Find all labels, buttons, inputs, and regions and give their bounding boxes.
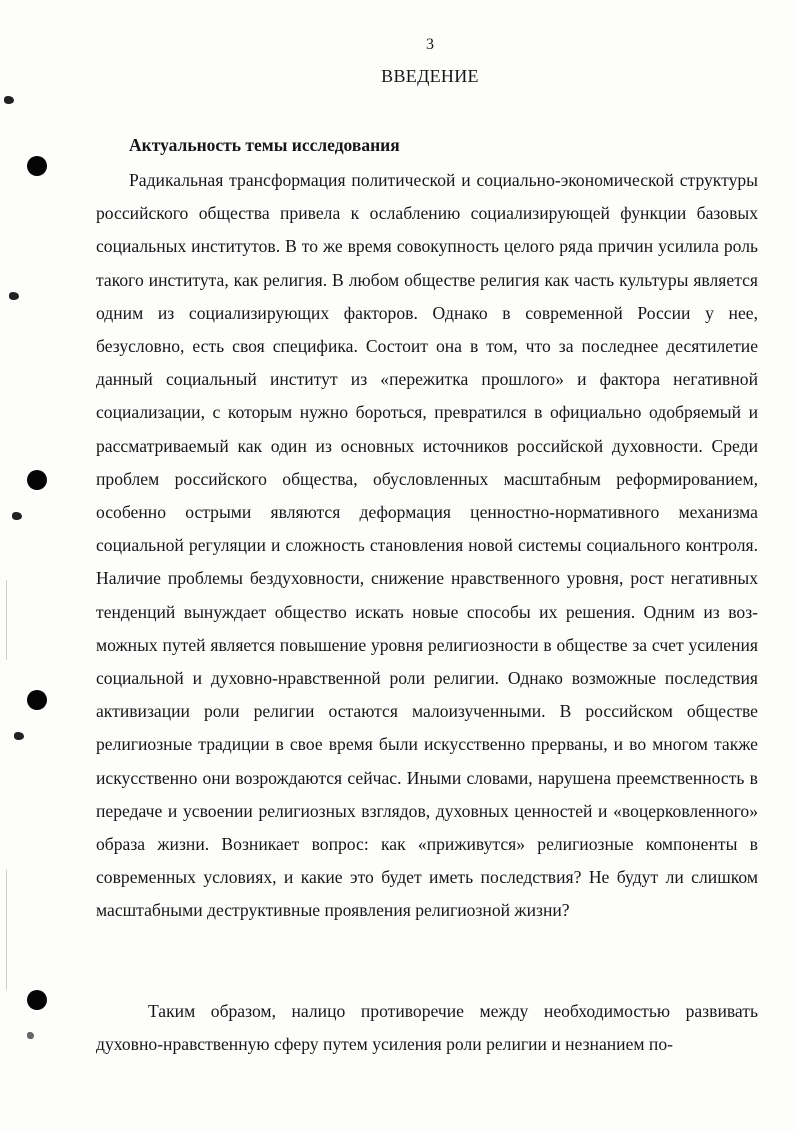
scan-speck	[12, 512, 22, 520]
punch-hole	[27, 990, 47, 1010]
section-heading: Актуальность темы исследования	[129, 135, 400, 155]
punch-hole	[27, 156, 47, 176]
page-title: ВВЕДЕНИЕ	[381, 66, 479, 86]
scan-speck	[4, 96, 14, 104]
body-paragraph: Таким образом, налицо противоречие между необходимостью развивать духовно-нравственную сферу путем усиления роли религии и незнанием по-	[96, 1001, 758, 1055]
scan-speck	[14, 732, 24, 740]
body-paragraph: Радикальная трансформация политической и социально-экономической структуры российского общества привела к ослаблению социализирующей функции базовых социальных институтов. В то же время совокупность целого ряда причин усилила роль такого института, как религия. В любом обществе религия как часть культуры является одним из социализирующих факторов. Однако в современной России у нее, безусловно, есть своя специфика. Состоит она в том, что за последнее десятилетие данный социальный институт из «пережитка прошлого» и фактора негативной социализации, с которым нужно бороться, превратился в официально одобряемый и рассматриваемый как один из основных источников российской духовности. Среди проблем российского общества, обусловленных масштабным реформированием, особенно острыми являются деформация ценностно-нормативного механизма социальной регуляции и сложность становления новой системы социального контроля. Наличие проблемы бездуховности, снижение нравственного уровня, рост негативных тенденций вынуждает общество искать новые способы их решения. Одним из возможных путей является повышение уровня религиозности в обществе за счет усиления социальной и духовно-нравственной роли религии. Однако возможные последствия активизации роли религии остаются малоизученными. В российском обществе религиозные традиции в свое время были искусственно прерваны, и во многом также искусственно они возрождаются сейчас. Иными словами, нарушена преемственность в передаче и усвоении религиозных взглядов, духовных ценностей и «воцерковленного» образа жизни. Возникает вопрос: как «приживутся» религиозные компоненты в современных условиях, и какие это будет иметь последствия? Не будут ли слишком масштабными деструктивные проявления религиозной жизни?	[96, 170, 758, 921]
scan-edge	[6, 870, 7, 990]
scan-speck	[27, 1032, 34, 1039]
punch-hole	[27, 470, 47, 490]
punch-hole	[27, 690, 47, 710]
page-number: 3	[426, 36, 434, 53]
scan-edge	[6, 580, 7, 660]
scan-speck	[9, 292, 19, 300]
